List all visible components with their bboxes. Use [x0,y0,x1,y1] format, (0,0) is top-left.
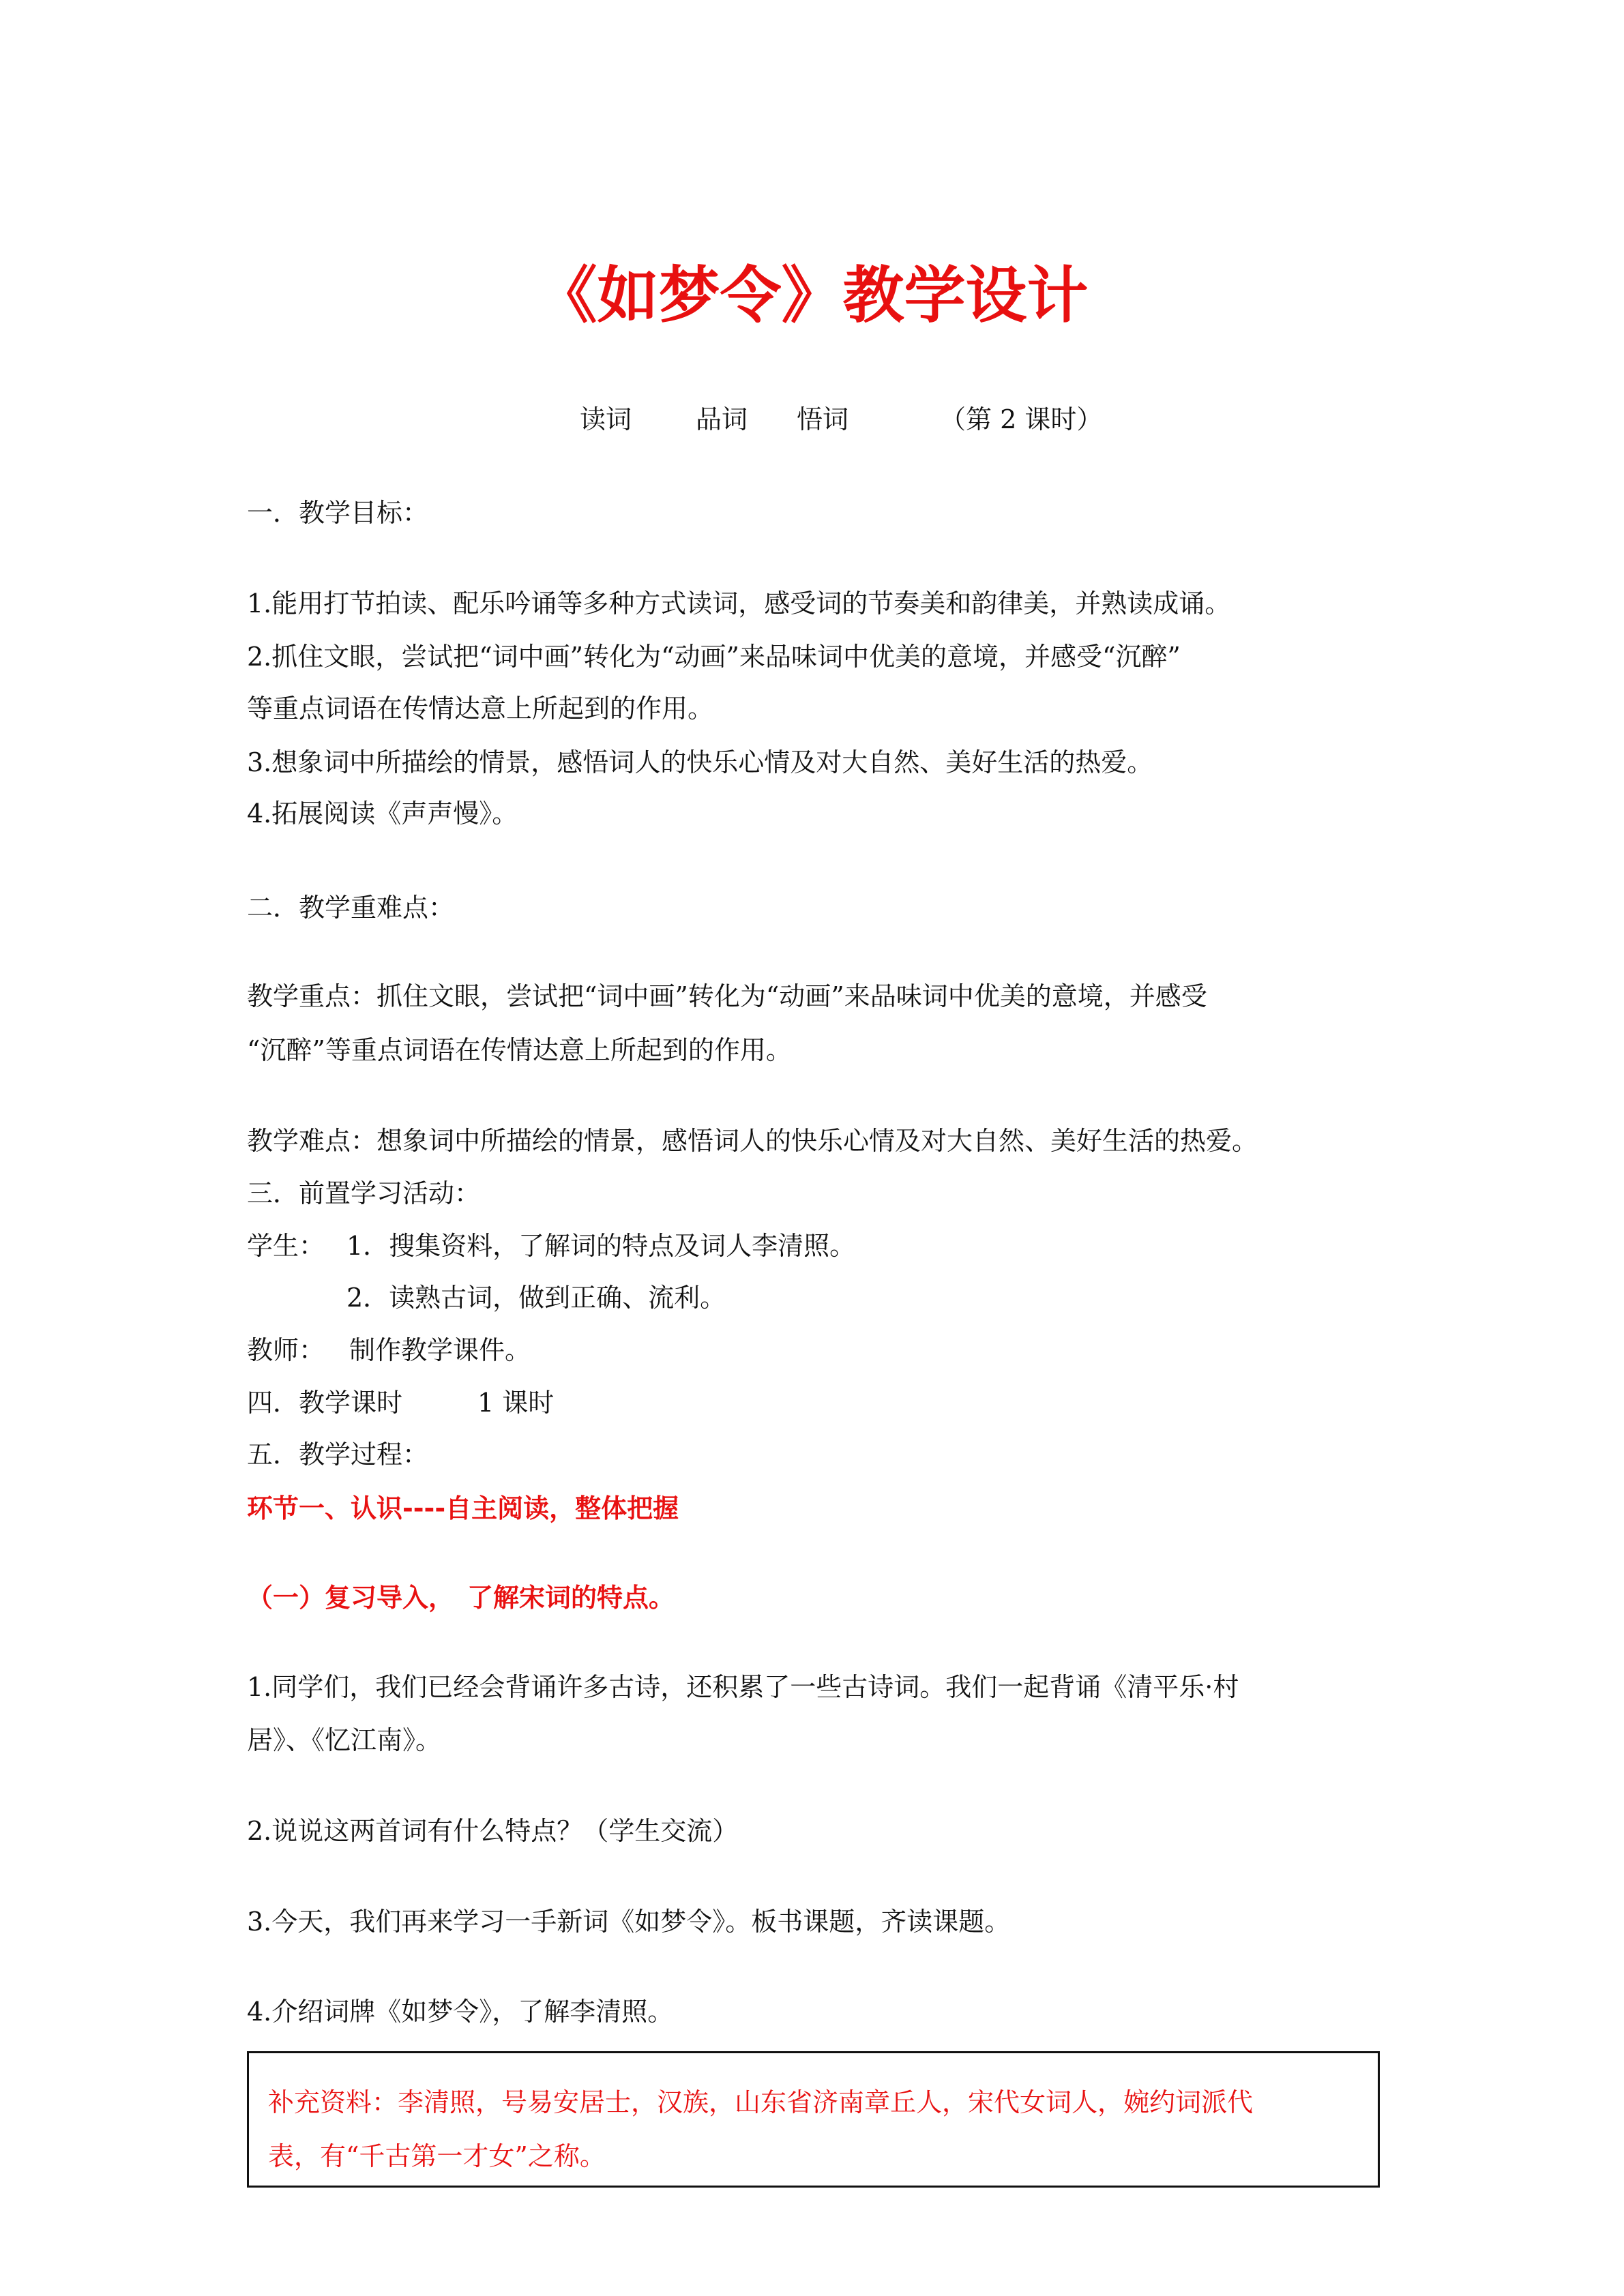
objective-3: 3.想象词中所描绘的情景，感悟词人的快乐心情及对大自然、美好生活的热爱。 [247,747,1153,777]
stage1-heading: 环节一、认识----自主阅读，整体把握 [247,1493,679,1523]
objective-2: 2.抓住文眼，尝试把“词中画”转化为“动画”来品味词中优美的意境，并感受“沉醉” [247,642,1181,672]
stage1-paragraph-1-line2: 居》、《忆江南》。 [247,1725,442,1755]
section5-heading: 五．教学过程： [247,1440,429,1470]
page-title: 《如梦令》教学设计 [535,259,1089,331]
stage1-paragraph-2: 2.说说这两首词有什么特点？（学生交流） [247,1816,739,1846]
subtitle-item-appreciate: 品词 [696,404,748,434]
stage1-paragraph-4: 4.介绍词牌《如梦令》，了解李清照。 [247,1997,674,2027]
objective-2-continued: 等重点词语在传情达意上所起到的作用。 [247,694,714,724]
supplement-line1: 补充资料：李清照，号易安居士，汉族，山东省济南章丘人，宋代女词人，婉约词派代 [268,2087,1254,2117]
student-item-1: 1．搜集资料，了解词的特点及词人李清照。 [346,1231,856,1261]
objective-1: 1.能用打节拍读、配乐吟诵等多种方式读词，感受词的节奏美和韵律美，并熟读成诵。 [247,588,1231,618]
stage1-paragraph-3: 3.今天，我们再来学习一手新词《如梦令》。板书课题，齐读课题。 [247,1907,1011,1937]
section1-heading: 一．教学目标： [247,498,429,528]
section2-heading: 二．教学重难点： [247,893,455,923]
teacher-label: 教师： [247,1335,325,1365]
student-item-2: 2．读熟古词，做到正确、流利。 [346,1283,726,1313]
subtitle-item-read: 读词 [580,404,632,434]
teacher-item: 制作教学课件。 [349,1335,531,1365]
supplement-line2: 表，有“千古第一才女”之称。 [268,2141,606,2171]
subtitle-item-comprehend: 悟词 [797,404,849,434]
key-point-line2: “沉醉”等重点词语在传情达意上所起到的作用。 [247,1035,792,1065]
section4-value: 1 课时 [477,1388,555,1418]
section4-heading: 四．教学课时 [247,1388,403,1418]
difficulty-point: 教学难点：想象词中所描绘的情景，感悟词人的快乐心情及对大自然、美好生活的热爱。 [247,1126,1258,1156]
key-point-line1: 教学重点：抓住文眼，尝试把“词中画”转化为“动画”来品味词中优美的意境，并感受 [247,981,1207,1011]
supplement-box [247,2051,1380,2188]
objective-4: 4.拓展阅读《声声慢》。 [247,799,518,829]
section3-heading: 三．前置学习活动： [247,1178,481,1208]
stage1-paragraph-1-line1: 1.同学们，我们已经会背诵许多古诗，还积累了一些古诗词。我们一起背诵《清平乐·村 [247,1672,1239,1702]
stage1-sub-heading: （一）复习导入， 了解宋词的特点。 [247,1583,675,1613]
student-label: 学生： [247,1231,325,1261]
subtitle-lesson: （第 2 课时） [940,404,1103,434]
